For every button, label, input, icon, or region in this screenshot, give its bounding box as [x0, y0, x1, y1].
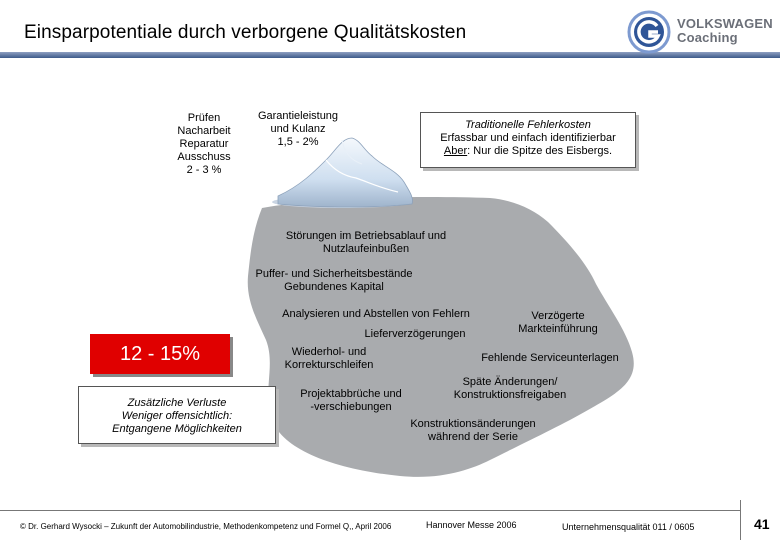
label-konstruktion-line-2: während der Serie: [428, 431, 518, 443]
callout-line-3: [421, 145, 635, 158]
callout-zusaetzliche-verluste: [78, 386, 276, 444]
label-pruefen: [168, 112, 240, 177]
label-puffer-line-2: Gebundenes Kapital: [284, 281, 384, 293]
label-projekt-line-1: Projektabbrüche und: [300, 388, 402, 400]
logo-line-1: VOLKSWAGEN: [677, 16, 773, 31]
label-lieferverzoegerungen: Lieferverzögerungen: [364, 328, 466, 340]
callout-line-1: Traditionelle Fehlerkosten: [465, 119, 591, 131]
page-title: Einsparpotentiale durch verborgene Qualitätskosten: [24, 22, 467, 43]
callout-aber: Aber: [443, 145, 468, 157]
zusaetzlich-line-1: Zusätzliche Verluste: [127, 397, 227, 409]
logo-line-2: Coaching: [677, 30, 738, 45]
label-pruefen-percent: 2 - 3 %: [186, 164, 222, 176]
page-number: 41: [754, 516, 770, 532]
label-ausschuss-line: Ausschuss: [177, 151, 231, 163]
label-kulanz-line: und Kulanz: [270, 123, 326, 135]
footer-vertical-divider: [740, 500, 741, 540]
footer-event: Hannover Messe 2006: [426, 520, 517, 530]
label-verzoegerte-markteinfuehrung: [506, 310, 610, 336]
label-wiederhol-line-1: Wiederhol- und: [291, 346, 367, 358]
label-projektabbrueche: [286, 388, 416, 414]
label-stoerungen-line-2: Nutzlaufeinbußen: [322, 243, 410, 255]
label-spaete-aenderungen: [436, 376, 584, 402]
label-projekt-line-2: -verschiebungen: [310, 401, 392, 413]
label-konstruktionsaenderungen: [390, 418, 556, 444]
label-reparatur-line: Reparatur: [179, 138, 229, 150]
label-nacharbeit-line: Nacharbeit: [177, 125, 231, 137]
callout-line-3-rest: : Nur die Spitze des Eisbergs.: [467, 145, 613, 157]
callout-line-2: Erfassbar und einfach identifizierbar: [440, 132, 616, 144]
zusaetzlich-line-3: Entgangene Möglichkeiten: [112, 423, 242, 435]
footer-divider: [0, 510, 740, 511]
label-stoerungen: [268, 230, 464, 256]
label-analysieren: Analysieren und Abstellen von Fehlern: [282, 308, 470, 320]
label-fehlende-serviceunterlagen: Fehlende Serviceunterlagen: [481, 352, 619, 364]
callout-traditionelle-fehlerkosten: [420, 112, 636, 168]
percent-badge: 12 - 15%: [90, 334, 230, 374]
label-garantie-line: Garantieleistung: [257, 110, 339, 122]
label-verzoegerte-line-1: Verzögerte: [531, 310, 585, 322]
label-garantie-percent: 1,5 - 2%: [277, 136, 319, 148]
footer-course: Unternehmensqualität 011 / 0605: [562, 522, 695, 532]
label-wiederhol: [278, 346, 380, 372]
label-stoerungen-line-1: Störungen im Betriebsablauf und: [285, 230, 447, 242]
footer-copyright: © Dr. Gerhard Wysocki – Zukunft der Automobilindustrie, Methodenkompetenz und Formel Q,, April 2006: [20, 522, 392, 531]
label-wiederhol-line-2: Korrekturschleifen: [284, 359, 374, 371]
label-spaete-line-2: Konstruktionsfreigaben: [453, 389, 567, 401]
label-pruefen-line: Prüfen: [187, 112, 221, 124]
label-puffer: [236, 268, 432, 294]
label-konstruktion-line-1: Konstruktionsänderungen: [410, 418, 536, 430]
label-verzoegerte-line-2: Markteinführung: [518, 323, 598, 335]
label-spaete-line-1: Späte Änderungen/: [462, 376, 558, 388]
zusaetzlich-line-2: Weniger offensichtlich:: [121, 410, 233, 422]
label-garantie: [250, 110, 346, 149]
label-puffer-line-1: Puffer- und Sicherheitsbestände: [255, 268, 413, 280]
